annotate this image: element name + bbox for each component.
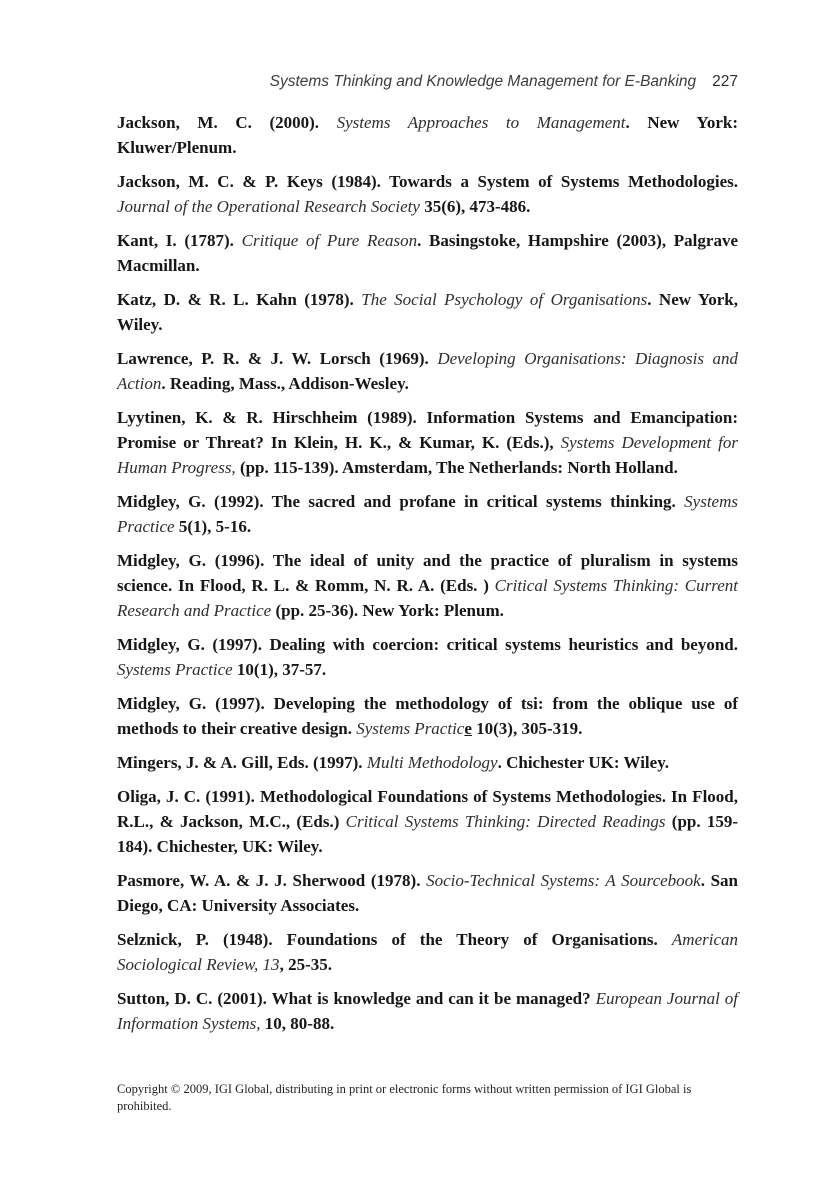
reference-text: Katz, D. & R. L. Kahn (1978). [117, 290, 362, 309]
reference-text: Jackson, M. C. (2000). [117, 113, 337, 132]
reference-text: Jackson, M. C. & P. Keys (1984). Towards a System of Systems Methodologies. [117, 172, 738, 191]
reference-text: Midgley, G. (1996). The ideal of unity and the practice of pluralism in systems science. In Flood, R. L. & Romm, N. R. A. (Eds. ) [117, 551, 738, 595]
reference-text: . New York, Wiley. [117, 290, 738, 334]
reference-text: 10(1), 37-57. [232, 660, 327, 679]
reference-text: 35(6), 473-486. [419, 197, 531, 216]
reference-entry [117, 548, 738, 623]
reference-entry [117, 632, 738, 682]
page-number: 227 [712, 73, 738, 90]
reference-title: Critical Systems Thinking: Current Research and Practice [117, 576, 739, 620]
reference-entry [117, 489, 738, 539]
reference-entry [117, 691, 738, 741]
running-header [117, 73, 738, 91]
running-header-title: Systems Thinking and Knowledge Management for E-Banking [269, 73, 697, 90]
reference-entry [117, 169, 738, 219]
reference-entry [117, 405, 738, 480]
reference-title: Systems Development for Human Progress, [117, 433, 738, 477]
reference-text: . Reading, Mass., Addison-Wesley. [161, 374, 409, 393]
reference-text: . New York: Kluwer/Plenum. [117, 113, 738, 157]
reference-text: . San Diego, CA: University Associates. [117, 871, 738, 915]
reference-text: 5(1), 5-16. [174, 517, 252, 536]
reference-title: The Social Psychology of Organisations [361, 290, 648, 309]
reference-text: Pasmore, W. A. & J. J. Sherwood (1978). [117, 871, 427, 890]
reference-text: . Chichester UK: Wiley. [497, 753, 670, 772]
reference-entry [117, 927, 738, 977]
reference-title: Systems Practice [117, 492, 738, 536]
reference-text: Kant, I. (1787). [117, 231, 242, 250]
reference-text: Mingers, J. & A. Gill, Eds. (1997). [117, 753, 367, 772]
reference-text: (pp. 159-184). Chichester, UK: Wiley. [117, 812, 739, 856]
reference-title: European Journal of Information Systems, [117, 989, 738, 1033]
reference-title: Critical Systems Thinking: Directed Readings [345, 812, 666, 831]
references-list [117, 110, 738, 1045]
reference-text: 10(3), 305-319. [471, 719, 583, 738]
reference-entry [117, 986, 738, 1036]
copyright-notice: Copyright © 2009, IGI Global, distributing in print or electronic forms without written permission of IGI Global is prohibited. [117, 1082, 692, 1113]
reference-title: Systems Practice [117, 660, 233, 679]
reference-text: Oliga, J. C. (1991). Methodological Foundations of Systems Methodologies. In Flood, R.L., & Jackson, M.C., (Eds.) [117, 787, 738, 831]
reference-entry [117, 750, 738, 775]
reference-text: Lawrence, P. R. & J. W. Lorsch (1969). [117, 349, 438, 368]
reference-title: Socio-Technical Systems: A Sourcebook [426, 871, 701, 890]
reference-text: 10, 80-88. [260, 1014, 335, 1033]
reference-entry [117, 868, 738, 918]
reference-text: Midgley, G. (1992). The sacred and profane in critical systems thinking. [117, 492, 685, 511]
reference-text: Selznick, P. (1948). Foundations of the Theory of Organisations. [117, 930, 672, 949]
reference-title: Developing Organisations: Diagnosis and Action [117, 349, 739, 393]
reference-title: American Sociological Review, 13 [117, 930, 738, 974]
reference-entry [117, 784, 738, 859]
reference-text: (pp. 25-36). New York: Plenum. [271, 601, 504, 620]
reference-entry [117, 346, 738, 396]
reference-title: Systems Approaches to Management [336, 113, 626, 132]
reference-entry [117, 110, 738, 160]
reference-text: e [464, 719, 472, 738]
reference-title: Journal of the Operational Research Society [117, 197, 420, 216]
reference-title: Multi Methodology [366, 753, 498, 772]
reference-text: , 25-35. [279, 955, 332, 974]
reference-text: Sutton, D. C. (2001). What is knowledge and can it be managed? [117, 989, 596, 1008]
reference-entry [117, 287, 738, 337]
reference-text: (pp. 115-139). Amsterdam, The Netherlands: North Holland. [235, 458, 678, 477]
reference-text: Lyytinen, K. & R. Hirschheim (1989). Information Systems and Emancipation: Promise or Threat? In Klein, H. K., & Kumar, K. (Eds.), [117, 408, 738, 452]
reference-text: . Basingstoke, Hampshire (2003), Palgrave Macmillan. [117, 231, 738, 275]
reference-entry [117, 228, 738, 278]
reference-title: Systems Practic [356, 719, 465, 738]
reference-text: Midgley, G. (1997). Developing the methodology of tsi: from the oblique use of methods to their creative design. [117, 694, 738, 738]
reference-text: Midgley, G. (1997). Dealing with coercion: critical systems heuristics and beyond. [117, 635, 738, 654]
reference-title: Critique of Pure Reason [241, 231, 418, 250]
